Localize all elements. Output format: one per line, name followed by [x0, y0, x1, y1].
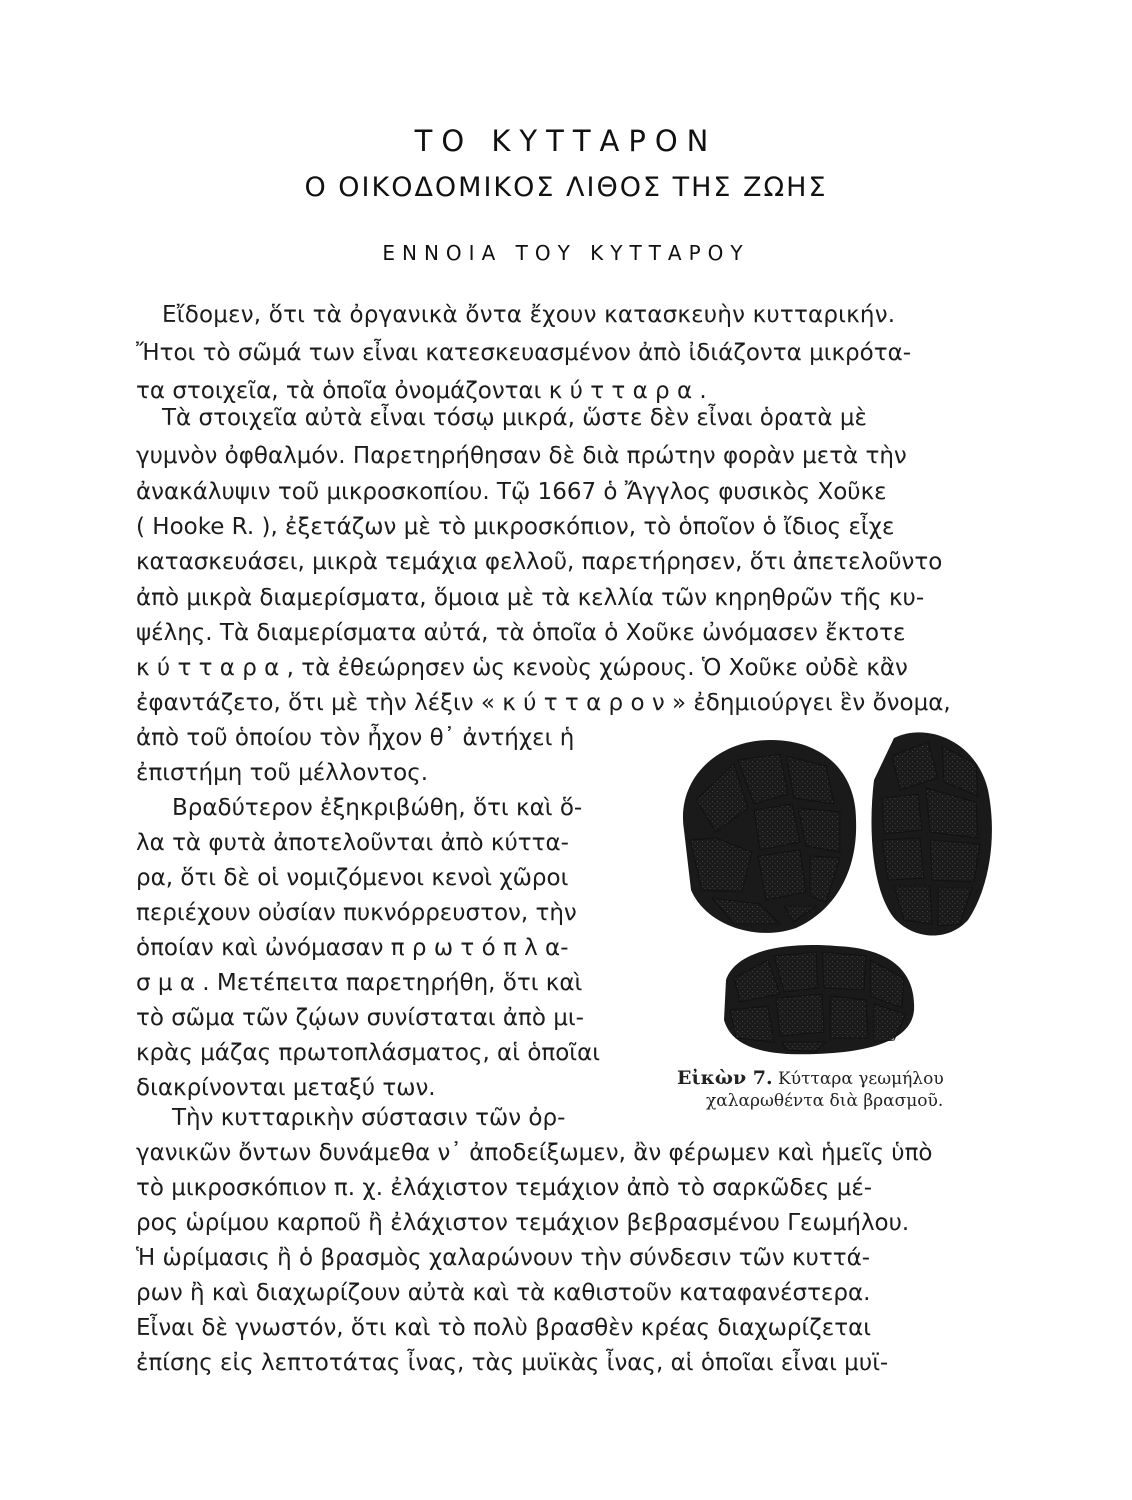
- text-line: διακρίνονται μεταξύ των.: [136, 1075, 436, 1101]
- potato-cells-illustration: [676, 720, 996, 1060]
- figure-caption: [677, 1067, 944, 1089]
- text-line: ἀπὸ τοῦ ὁποίου τὸν ἦχον θ᾽ ἀντήχει ἡ: [136, 725, 575, 751]
- text-line: Ἡ ὡρίμασις ἢ ὁ βρασμὸς χαλαρώνουν τὴν σύνδεσιν τῶν κυττά-: [136, 1245, 871, 1271]
- text-line: κ ύ τ τ α ρ α , τὰ ἐθεώρησεν ὡς κενοὺς χώρους. Ὁ Χοῦκε οὐδὲ κἂν: [136, 655, 908, 681]
- text-line: γανικῶν ὄντων δυνάμεθα ν᾽ ἀποδείξωμεν, ἂν φέρωμεν καὶ ἡμεῖς ὑπὸ: [136, 1140, 933, 1166]
- figure-caption-line1: Κύτταρα γεωμήλου: [778, 1069, 944, 1089]
- text-line: ὁποίαν καὶ ὠνόμασαν π ρ ω τ ό π λ α-: [136, 935, 569, 961]
- text-line: Βραδύτερον ἐξηκριβώθη, ὅτι καὶ ὅ-: [172, 795, 583, 821]
- text-line: ρων ἢ καὶ διαχωρίζουν αὐτὰ καὶ τὰ καθιστοῦν καταφανέστερα.: [136, 1280, 871, 1306]
- text-line: περιέχουν οὐσίαν πυκνόρρευστον, τὴν: [136, 900, 577, 926]
- figure-label: Εἰκὼν 7.: [677, 1067, 773, 1089]
- text-line: τα στοιχεῖα, τὰ ὁποῖα ὀνομάζονται κ ύ τ τ α ρ α .: [136, 378, 707, 404]
- cell-cluster-left: [683, 740, 856, 933]
- text-line: Ἤτοι τὸ σῶμά των εἶναι κατεσκευασμένον ἀπὸ ἰδιάζοντα μικρότα-: [136, 340, 912, 366]
- text-line: ἀπὸ μικρὰ διαμερίσματα, ὅμοια μὲ τὰ κελλία τῶν κηρηθρῶν τῆς κυ-: [136, 585, 925, 611]
- text-line: ἀνακάλυψιν τοῦ μικροσκοπίου. Τῷ 1667 ὁ Ἄγγλος φυσικὸς Χοῦκε: [136, 479, 887, 505]
- text-line: ρα, ὅτι δὲ οἱ νομιζόμενοι κενοὶ χῶροι: [136, 865, 569, 891]
- text-line: Εἶναι δὲ γνωστόν, ὅτι καὶ τὸ πολὺ βρασθὲν κρέας διαχωρίζεται: [136, 1315, 872, 1341]
- text-line: λα τὰ φυτὰ ἀποτελοῦνται ἀπὸ κύττα-: [136, 830, 569, 856]
- text-line: Εἴδομεν, ὅτι τὰ ὀργανικὰ ὄντα ἔχουν κατασκευὴν κυτταρικήν.: [162, 302, 896, 328]
- section-heading: ΕΝΝΟΙΑ ΤΟΥ ΚΥΤΤΑΡΟΥ: [382, 241, 750, 265]
- text-line: Τὰ στοιχεῖα αὐτὰ εἶναι τόσῳ μικρά, ὥστε δὲν εἶναι ὁρατὰ μὲ: [162, 405, 867, 431]
- chapter-subtitle: Ο ΟΙΚΟΔΟΜΙΚΟΣ ΛΙΘΟΣ ΤΗΣ ΖΩΗΣ: [304, 172, 828, 203]
- text-line: ἐπιστήμη τοῦ μέλλοντος.: [136, 760, 429, 786]
- cell-cluster-right: [871, 732, 991, 935]
- text-line: Τὴν κυτταρικὴν σύστασιν τῶν ὀρ-: [172, 1105, 566, 1131]
- cell-cluster-bottom: [724, 945, 914, 1054]
- text-line: ρος ὡρίμου καρποῦ ἢ ἐλάχιστον τεμάχιον βεβρασμένου Γεωμήλου.: [136, 1210, 910, 1236]
- text-line: ψέλης. Τὰ διαμερίσματα αὐτά, τὰ ὁποῖα ὁ Χοῦκε ὠνόμασεν ἔκτοτε: [136, 620, 906, 646]
- text-line: τὸ μικροσκόπιον π. χ. ἐλάχιστον τεμάχιον ἀπὸ τὸ σαρκῶδες μέ-: [136, 1175, 873, 1201]
- text-line: κατασκευάσει, μικρὰ τεμάχια φελλοῦ, παρετήρησεν, ὅτι ἀπετελοῦντο: [136, 549, 943, 575]
- chapter-title: ΤΟ ΚΥΤΤΑΡΟΝ: [414, 124, 718, 158]
- text-line: τὸ σῶμα τῶν ζῴων συνίσταται ἀπὸ μι-: [136, 1005, 584, 1031]
- figure-caption-line2: χαλαρωθέντα διὰ βρασμοῦ.: [706, 1091, 944, 1111]
- text-line: γυμνὸν ὀφθαλμόν. Παρετηρήθησαν δὲ διὰ πρώτην φορὰν μετὰ τὴν: [136, 443, 907, 469]
- text-line: κρὰς μάζας πρωτοπλάσματος, αἱ ὁποῖαι: [136, 1040, 601, 1066]
- text-line: ( Hooke R. ), ἐξετάζων μὲ τὸ μικροσκόπιον, τὸ ὁποῖον ὁ ἴδιος εἶχε: [136, 514, 895, 540]
- text-line: σ μ α . Μετέπειτα παρετηρήθη, ὅτι καὶ: [136, 970, 583, 996]
- text-line: ἐπίσης εἰς λεπτοτάτας ἶνας, τὰς μυϊκὰς ἶνας, αἱ ὁποῖαι εἶναι μυϊ-: [136, 1350, 889, 1376]
- text-line: ἐφαντάζετο, ὅτι μὲ τὴν λέξιν « κ ύ τ τ α ρ ο ν » ἐδημιούργει ἓν ὄνομα,: [136, 690, 951, 716]
